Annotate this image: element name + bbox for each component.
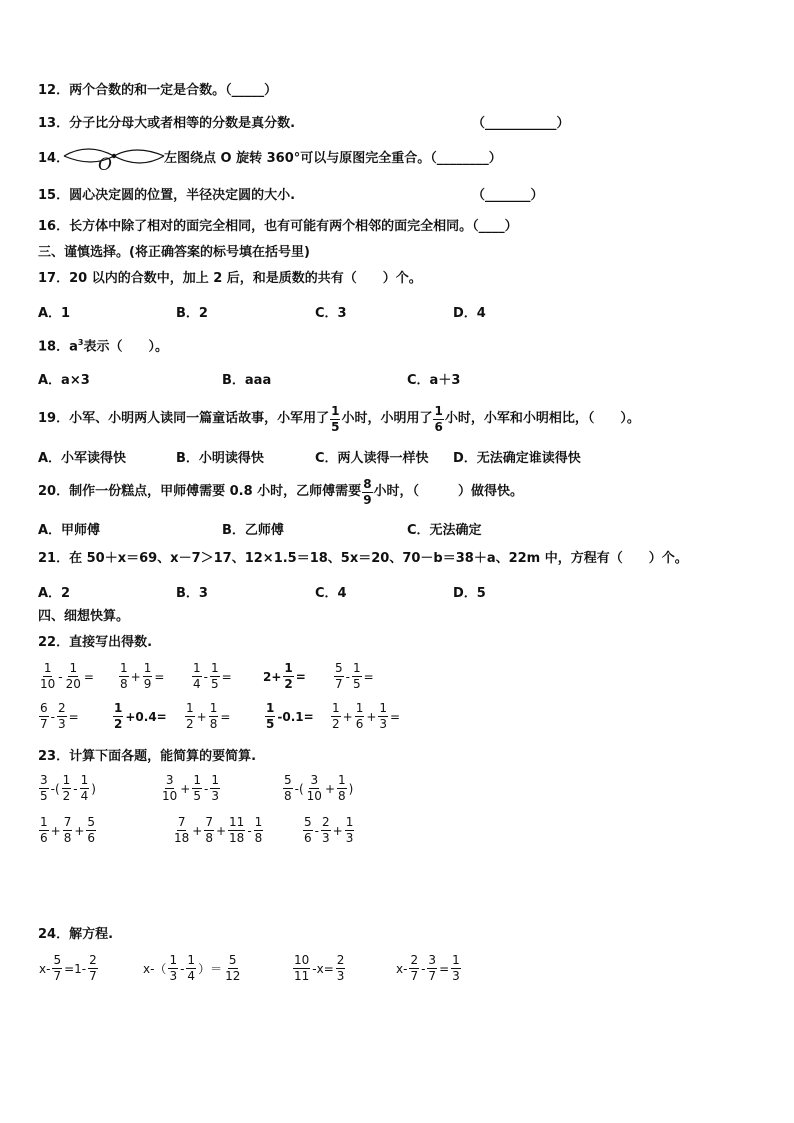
- q17-option-a[interactable]: A．1: [38, 306, 71, 321]
- q19-fraction-2: $\frac{1}{6}$: [434, 403, 443, 434]
- q22-expression: $\frac{1}{8}$ + $\frac{1}{9}$ =: [120, 661, 165, 691]
- q22-expression: $\frac{1}{2}$ +0.4=: [114, 701, 167, 731]
- q20-text-2: 小时，（ ）做得快。: [373, 484, 524, 499]
- q24-equation: $\frac{10}{11}$ -x= $\frac{2}{3}$: [294, 953, 345, 983]
- q18-option-c[interactable]: C．a＋3: [407, 373, 461, 388]
- section-3-heading: 三、谨慎选择。(将正确答案的标号填在括号里): [38, 245, 310, 260]
- q23-expression: $\frac{5}{8}$ -( $\frac{3}{10}$ + $\frac{1}{8}$ ): [284, 773, 354, 803]
- q24-equation: x-（ $\frac{1}{3}$ - $\frac{1}{4}$ ）＝ $\frac{5}{12}$: [143, 953, 241, 983]
- q17-option-d[interactable]: D．4: [453, 306, 486, 321]
- q22-expression: $\frac{1}{2}$ + $\frac{1}{8}$ =: [186, 701, 231, 731]
- q22-expression: $\frac{1}{5}$ -0.1=: [266, 701, 314, 731]
- point-o-label: O: [98, 155, 112, 175]
- q19-option-c[interactable]: C．两人读得一样快: [315, 451, 429, 466]
- question-13: 13．分子比分母大或者相等的分数是真分数.: [38, 116, 296, 131]
- q20-option-c[interactable]: C．无法确定: [407, 523, 482, 538]
- q18-option-b[interactable]: B．aaa: [222, 373, 272, 388]
- question-17: 17．20 以内的合数中，加上 2 后，和是质数的共有（ ）个。: [38, 271, 422, 286]
- q19-fraction-1: $\frac{1}{5}$: [331, 403, 340, 434]
- answer-blank-15[interactable]: （_______）: [472, 188, 544, 203]
- q19-option-a[interactable]: A．小军读得快: [38, 451, 127, 466]
- q24-equation: x- $\frac{5}{7}$ =1- $\frac{2}{7}$: [39, 953, 97, 983]
- q21-option-c[interactable]: C．4: [315, 586, 347, 601]
- q18-option-a[interactable]: A．a×3: [38, 373, 90, 388]
- q24-equation: x- $\frac{2}{7}$ - $\frac{3}{7}$ = $\frac{1}{3}$: [396, 953, 460, 983]
- q21-option-b[interactable]: B．3: [176, 586, 208, 601]
- question-21: 21．在 50＋x＝69、x－7＞17、12×1.5＝18、5x＝20、70－b＝38＋a、22m 中，方程有（ ）个。: [38, 551, 688, 566]
- question-23: 23．计算下面各题，能简算的要简算.: [38, 749, 257, 764]
- question-18: [38, 334, 168, 356]
- q23-expression: $\frac{1}{6}$ + $\frac{7}{8}$ + $\frac{5}{6}$: [40, 815, 96, 845]
- question-16: 16．长方体中除了相对的面完全相同，也有可能有两个相邻的面完全相同。（____）: [38, 219, 518, 234]
- question-14-number: 14．: [38, 151, 70, 166]
- q19-text-2: 小时，小明用了: [341, 411, 433, 426]
- q17-option-c[interactable]: C．3: [315, 306, 347, 321]
- question-22: 22．直接写出得数.: [38, 635, 153, 650]
- rotation-figure: [62, 138, 168, 178]
- question-14: 左图绕点 O 旋转 360°可以与原图完全重合。（________）: [164, 151, 502, 166]
- q19-text-3: 小时，小军和小明相比，（ ）。: [444, 411, 640, 426]
- q20-option-b[interactable]: B．乙师傅: [222, 523, 284, 538]
- question-15: 15．圆心决定圆的位置，半径决定圆的大小.: [38, 188, 296, 203]
- q18-exponent: 3: [77, 338, 84, 347]
- q21-option-a[interactable]: A．2: [38, 586, 71, 601]
- q18-prefix: 18．a: [38, 339, 78, 355]
- q20-text-1: 20．制作一份糕点，甲师傅需要 0.8 小时，乙师傅需要: [38, 484, 362, 499]
- question-24: 24．解方程.: [38, 927, 114, 942]
- q19-option-b[interactable]: B．小明读得快: [176, 451, 264, 466]
- q20-fraction: $\frac{8}{9}$: [363, 476, 372, 507]
- question-19: [38, 400, 640, 438]
- q23-expression: $\frac{5}{6}$ - $\frac{2}{3}$ + $\frac{1}{3}$: [304, 815, 354, 845]
- q22-expression: 2+ $\frac{1}{2}$ =: [263, 661, 306, 691]
- q17-option-b[interactable]: B．2: [176, 306, 208, 321]
- q22-expression: $\frac{1}{10}$ - $\frac{1}{20}$ =: [40, 661, 94, 691]
- q23-expression: $\frac{7}{18}$ + $\frac{7}{8}$ + $\frac{11}{18}$ - $\frac{1}{8}$: [174, 815, 263, 845]
- q22-expression: $\frac{1}{4}$ - $\frac{1}{5}$ =: [193, 661, 232, 691]
- q22-expression: $\frac{6}{7}$ - $\frac{2}{3}$ =: [40, 701, 79, 731]
- q23-expression: $\frac{3}{5}$ -( $\frac{1}{2}$ - $\frac{1}{4}$ ): [40, 773, 96, 803]
- question-20: [38, 474, 523, 510]
- question-12: 12．两个合数的和一定是合数。（_____）: [38, 83, 278, 98]
- q23-expression: $\frac{3}{10}$ + $\frac{1}{5}$ - $\frac{1}{3}$: [162, 773, 219, 803]
- answer-blank-13[interactable]: （___________）: [472, 116, 570, 131]
- q20-option-a[interactable]: A．甲师傅: [38, 523, 101, 538]
- q21-option-d[interactable]: D．5: [453, 586, 486, 601]
- section-4-heading: 四、细想快算。: [38, 609, 130, 624]
- q19-text-1: 19．小军、小明两人读同一篇童话故事，小军用了: [38, 411, 330, 426]
- q22-expression: $\frac{1}{2}$ + $\frac{1}{6}$ + $\frac{1}{3}$ =: [332, 701, 401, 731]
- q19-option-d[interactable]: D．无法确定谁读得快: [453, 451, 581, 466]
- q22-expression: $\frac{5}{7}$ - $\frac{1}{5}$ =: [335, 661, 374, 691]
- q18-suffix: 表示（ ）。: [83, 339, 168, 355]
